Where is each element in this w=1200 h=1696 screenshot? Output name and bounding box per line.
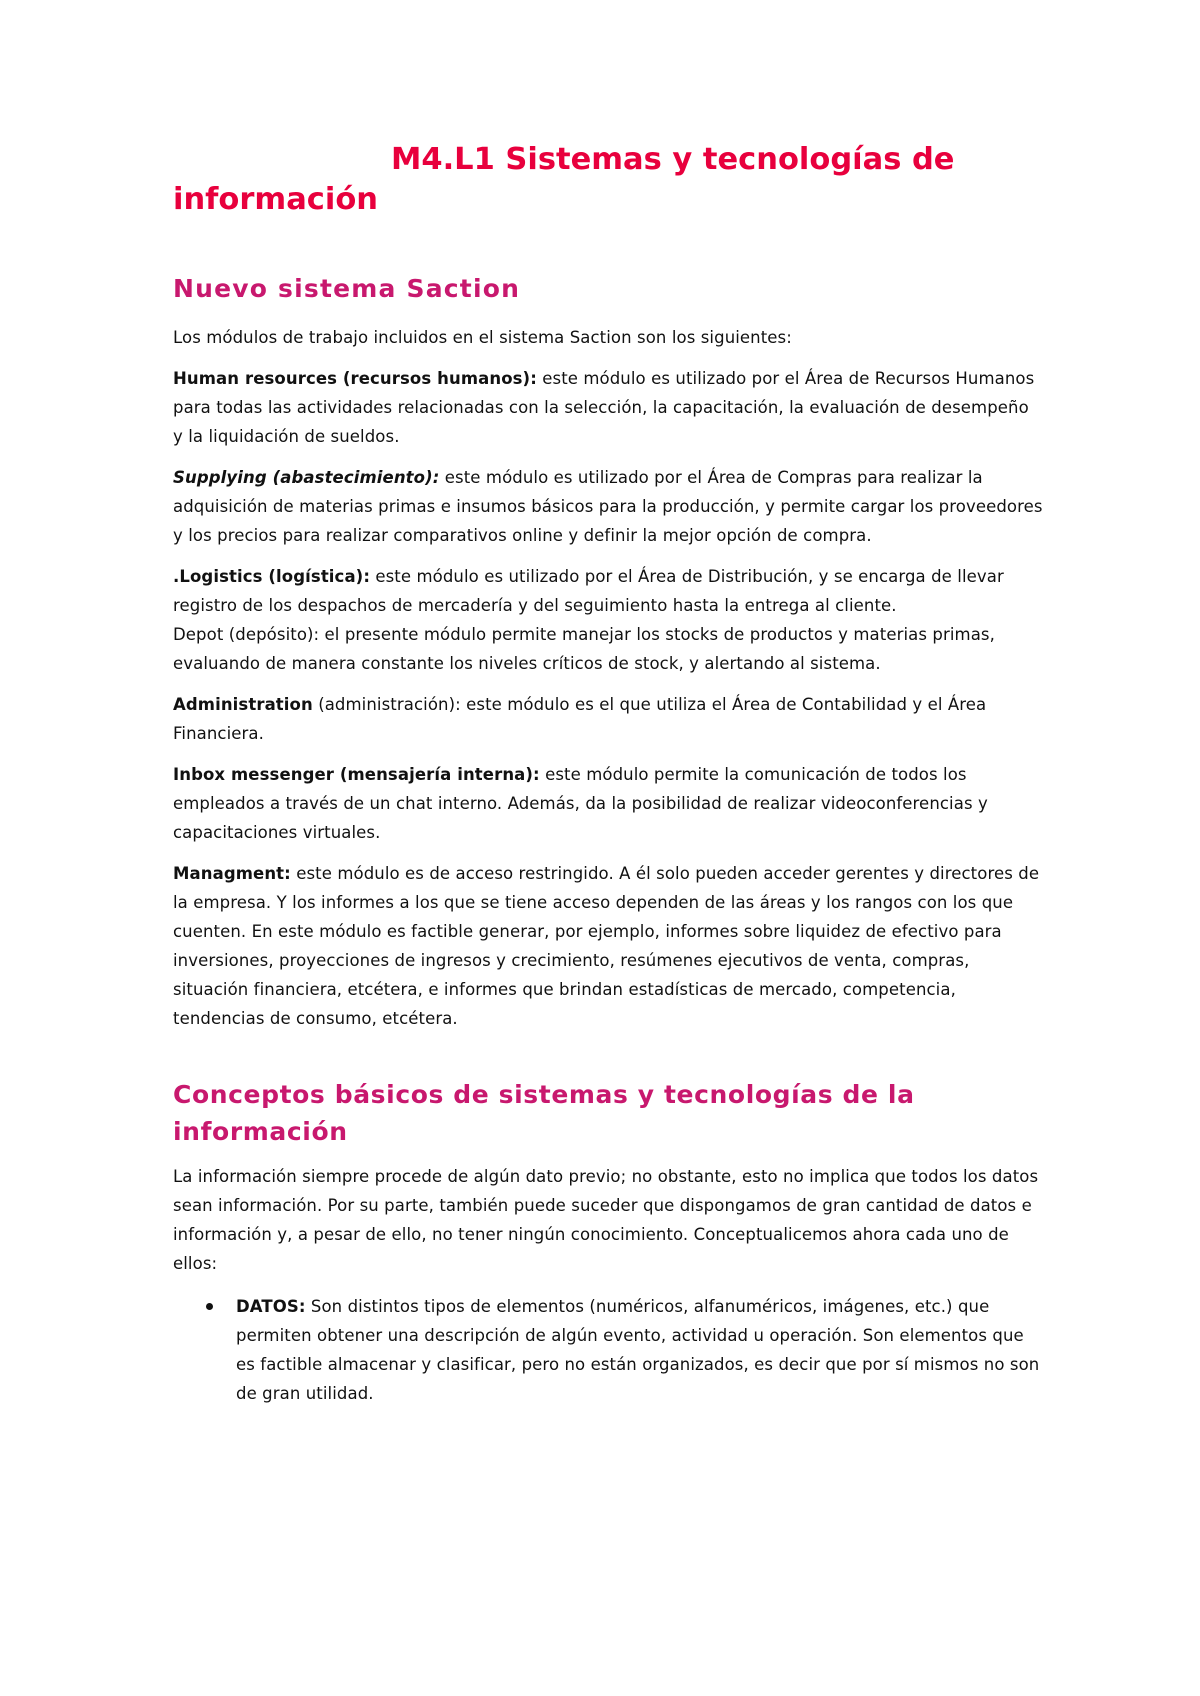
module-term: Human resources (recursos humanos):: [173, 369, 537, 388]
module-logistics: [173, 562, 1043, 678]
module-managment: [173, 859, 1043, 1033]
section-heading-saction: Nuevo sistema Saction: [173, 274, 521, 303]
module-depot-description: Depot (depósito): el presente módulo permite manejar los stocks de productos y materias primas, evaluando de manera constante los niveles críticos de stock, y alertando al sistema.: [173, 625, 995, 673]
module-administration: [173, 690, 1043, 748]
module-inbox-messenger: [173, 760, 1043, 847]
list-item-description: Son distintos tipos de elementos (numéricos, alfanuméricos, imágenes, etc.) que permiten obtener una descripción de algún evento, actividad u operación. Son elementos que es factible almacenar y clasificar, pero no están organizados, es decir que por sí mismos no son de gran utilidad.: [236, 1297, 1040, 1403]
module-description: este módulo permite la comunicación de todos los empleados a través de un chat interno. Además, da la posibilidad de realizar videoconferencias y capacitaciones virtuales.: [173, 765, 988, 842]
list-item-term: DATOS:: [236, 1297, 306, 1316]
list-item: [173, 1292, 1043, 1408]
module-description: este módulo es utilizado por el Área de Distribución, y se encarga de llevar registro de los despachos de mercadería y del seguimiento hasta la entrega al cliente.: [173, 567, 1004, 615]
module-supplying: [173, 463, 1043, 550]
module-description: este módulo es utilizado por el Área de Recursos Humanos para todas las actividades relacionadas con la selección, la capacitación, la evaluación de desempeño y la liquidación de sueldos.: [173, 369, 1035, 446]
title-line-1: M4.L1 Sistemas y tecnologías de: [391, 142, 955, 177]
module-description: este módulo es de acceso restringido. A él solo pueden acceder gerentes y directores de la empresa. Y los informes a los que se tiene acceso dependen de las áreas y los rangos con los que cuenten. En este módulo es factible generar, por ejemplo, informes sobre liquidez de efectivo para inversiones, proyecciones de ingresos y crecimiento, resúmenes ejecutivos de venta, compras, situación financiera, etcétera, e informes que brindan estadísticas de mercado, competencia, tendencias de consumo, etcétera.: [173, 864, 1040, 1028]
module-term: .Logistics (logística):: [173, 567, 371, 586]
module-term: Supplying (abastecimiento):: [173, 468, 440, 487]
module-term: Inbox messenger (mensajería interna):: [173, 765, 540, 784]
section-heading-conceptos: Conceptos básicos de sistemas y tecnologías de la información: [173, 1080, 915, 1146]
module-term: Administration: [173, 695, 313, 714]
module-description: este módulo es utilizado por el Área de Compras para realizar la adquisición de materias primas e insumos básicos para la producción, y permite cargar los proveedores y los precios para realizar comparativos online y definir la mejor opción de compra.: [173, 468, 1043, 545]
module-human-resources: [173, 364, 1043, 451]
module-description: (administración): este módulo es el que utiliza el Área de Contabilidad y el Área Financiera.: [173, 695, 987, 743]
document-title: [173, 140, 1043, 220]
concepts-list: [173, 1292, 1043, 1408]
concepts-intro: La información siempre procede de algún dato previo; no obstante, esto no implica que todos los datos sean información. Por su parte, también puede suceder que dispongamos de gran cantidad de datos e información y, a pesar de ello, no tener ningún conocimiento. Conceptualicemos ahora cada uno de ellos:: [173, 1167, 1039, 1273]
module-term: Managment:: [173, 864, 291, 883]
bullet-icon: [206, 1303, 213, 1310]
title-line-2: información: [173, 182, 378, 217]
section-intro: Los módulos de trabajo incluidos en el sistema Saction son los siguientes:: [173, 328, 792, 347]
document-body: [173, 140, 1043, 1408]
